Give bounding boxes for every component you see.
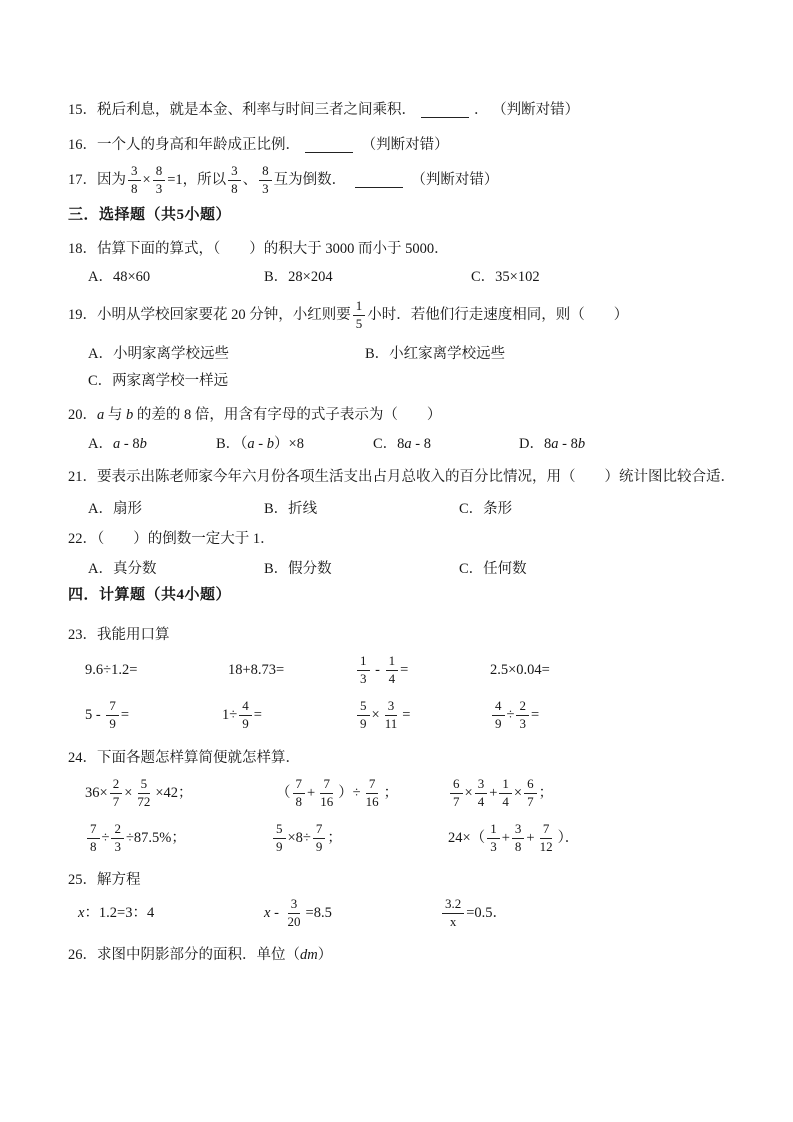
q23-expression-4 <box>490 650 550 690</box>
fraction-numerator: 3 <box>228 163 241 180</box>
fraction <box>499 776 512 810</box>
variable: a <box>247 436 255 452</box>
formula-text: = <box>120 706 130 723</box>
fraction-denominator: 3 <box>360 670 367 686</box>
formula-text: （判断对错） <box>358 137 449 153</box>
formula-text: 互为倒数． <box>273 171 350 188</box>
formula-text: ； <box>327 829 342 846</box>
question-20-option-a <box>88 435 147 454</box>
fraction-numerator: 7 <box>293 776 306 793</box>
fraction-numerator: 6 <box>524 776 537 793</box>
fraction-numerator: 3 <box>385 698 398 715</box>
formula-text: =0.5． <box>466 904 508 921</box>
q23-expression-6 <box>222 695 262 735</box>
q24-expression-6 <box>448 818 579 858</box>
fraction <box>382 698 401 732</box>
question-20-option-c <box>373 435 431 454</box>
formula-text: 9.6÷1.2= <box>85 661 138 678</box>
question-19-option-c: C．两家离学校一样远 <box>88 373 229 389</box>
formula-text: 小时．若他们行走速度相同，则（ ） <box>367 306 629 323</box>
formula-text: ； <box>383 784 399 801</box>
fraction-denominator: 72 <box>137 793 151 809</box>
question-20-stem <box>68 406 441 425</box>
fraction-denominator: 7 <box>453 793 460 809</box>
fraction-denominator: 8 <box>231 180 238 196</box>
fraction <box>110 776 123 810</box>
fraction-numerator: 5 <box>357 698 370 715</box>
fraction-numerator: 7 <box>106 698 119 715</box>
formula-text: ：1.2=3：4 <box>84 904 155 921</box>
fraction-denominator: 9 <box>495 715 502 731</box>
variable: x <box>78 904 85 921</box>
fraction-numerator: 7 <box>87 821 100 838</box>
question-19-stem <box>68 295 628 335</box>
q24-expression-2 <box>276 773 398 813</box>
formula-text: 1÷ <box>222 706 238 723</box>
formula-text: 18+8.73= <box>228 661 285 678</box>
formula-text: ）． <box>557 829 580 846</box>
formula-text: - 8 <box>558 436 578 452</box>
question-17 <box>68 160 498 200</box>
fraction-numerator: 1 <box>499 776 512 793</box>
fraction-denominator: 4 <box>388 670 396 686</box>
q23-expression-8 <box>490 695 539 735</box>
question-20-option-d <box>519 435 585 454</box>
formula-text: = <box>530 706 540 723</box>
fraction <box>492 698 505 732</box>
fraction <box>128 163 141 197</box>
formula-text: ÷ <box>101 829 110 846</box>
formula-text: = <box>253 706 262 723</box>
variable: b <box>126 407 134 423</box>
fraction <box>273 821 286 855</box>
fraction <box>353 298 366 332</box>
variable: a <box>404 436 412 452</box>
formula-text: （判断对错） <box>407 171 499 188</box>
formula-text: × <box>371 706 380 723</box>
variable: a <box>97 407 105 423</box>
formula-text: 20． <box>68 407 97 423</box>
fraction-denominator: 16 <box>320 793 334 809</box>
formula-text: ×42； <box>155 784 193 801</box>
q25-equation-3 <box>440 893 507 933</box>
formula-text: + <box>501 829 510 846</box>
fraction <box>524 776 537 810</box>
fraction-numerator: 4 <box>239 698 252 715</box>
fraction-denominator: 8 <box>295 793 302 809</box>
fraction-numerator: 8 <box>153 163 166 180</box>
question-19-option-b: B．小红家离学校远些 <box>365 346 506 362</box>
fraction-numerator: 8 <box>259 163 272 180</box>
question-20-option-b <box>216 435 304 454</box>
fraction-denominator: 16 <box>365 793 379 809</box>
q24-expression-1 <box>85 773 193 813</box>
fraction-denominator: 3 <box>262 180 269 196</box>
formula-text: × <box>464 784 473 801</box>
formula-text: - <box>371 661 384 678</box>
fraction-numerator: 3 <box>475 776 488 793</box>
fraction <box>111 821 124 855</box>
fraction <box>134 776 153 810</box>
question-19-option-a: A．小明家离学校远些 <box>88 346 229 362</box>
formula-text: A． <box>88 436 113 452</box>
question-26-stem <box>68 946 332 965</box>
fraction-denominator: 3 <box>155 180 163 196</box>
fraction-denominator: 9 <box>276 838 283 854</box>
variable: a <box>112 436 121 452</box>
formula-text: ）×8 <box>274 436 304 452</box>
formula-text: - <box>254 436 267 452</box>
formula-text: =1，所以 <box>167 171 227 188</box>
fraction-numerator: 1 <box>487 821 500 838</box>
question-21-stem: 21．要表示出陈老师家今年六月份各项生活支出占月总收入的百分比情况，用（ ）统计图比较合适． <box>68 469 735 485</box>
fraction-denominator: 4 <box>477 793 485 809</box>
variable: b <box>266 436 275 452</box>
fraction <box>537 821 556 855</box>
q23-expression-1 <box>85 650 137 690</box>
answer-blank <box>421 117 469 118</box>
formula-text: D．8 <box>519 436 552 452</box>
fraction <box>516 698 529 732</box>
fraction <box>442 896 464 930</box>
q23-expression-2 <box>228 650 284 690</box>
fraction-denominator: 8 <box>514 838 522 854</box>
fraction-denominator: 7 <box>527 793 534 809</box>
fraction-denominator: 7 <box>112 793 120 809</box>
fraction-numerator: 3 <box>128 163 141 180</box>
fraction-numerator: 7 <box>313 821 326 838</box>
formula-text: + <box>489 784 498 801</box>
fraction-denominator: 9 <box>109 715 116 731</box>
fraction-denominator: 3 <box>490 838 497 854</box>
question-15 <box>68 101 579 120</box>
fraction <box>285 896 304 930</box>
formula-text: 5 - <box>85 706 105 723</box>
formula-text: ） <box>317 947 333 963</box>
fraction-numerator: 1 <box>353 298 366 315</box>
formula-text: 2.5×0.04= <box>490 661 550 678</box>
fraction-numerator: 2 <box>110 776 123 793</box>
question-22-option-c: C．任何数 <box>459 561 527 577</box>
fraction-numerator: 7 <box>540 821 553 838</box>
fraction-numerator: 3 <box>512 821 525 838</box>
fraction <box>363 776 382 810</box>
formula-text: 与 <box>104 407 126 423</box>
fraction-numerator: 7 <box>366 776 379 793</box>
formula-text: （ <box>276 784 291 801</box>
fraction-denominator: x <box>449 913 457 929</box>
q25-equation-2 <box>264 893 332 933</box>
formula-text: ． （判断对错） <box>474 102 580 118</box>
question-21-option-c: C．条形 <box>459 501 513 517</box>
section-heading-choice: 三．选择题（共5小题） <box>68 207 232 223</box>
q24-expression-5 <box>271 818 342 858</box>
variable: x <box>264 904 271 921</box>
fraction-numerator: 2 <box>111 821 124 838</box>
fraction-denominator: 9 <box>242 715 249 731</box>
formula-text: × <box>513 784 523 801</box>
fraction <box>357 653 370 687</box>
fraction <box>386 653 399 687</box>
fraction-denominator: 11 <box>384 715 398 731</box>
formula-text: =8.5 <box>305 904 332 921</box>
variable: b <box>139 436 147 452</box>
formula-text: 16．一个人的身高和年龄成正比例． <box>68 137 300 153</box>
fraction <box>293 776 306 810</box>
fraction <box>475 776 488 810</box>
fraction-denominator: 20 <box>287 913 301 929</box>
formula-text: ×8÷ <box>287 829 311 846</box>
question-18-option-b: B．28×204 <box>264 269 333 285</box>
fraction <box>87 821 100 855</box>
formula-text: ÷87.5%； <box>125 829 186 846</box>
fraction <box>512 821 525 855</box>
fraction-denominator: 5 <box>355 315 363 331</box>
question-18-option-a: A．48×60 <box>88 269 151 285</box>
fraction-denominator: 9 <box>315 838 323 854</box>
formula-text: - 8 <box>411 436 432 452</box>
question-18-stem: 18．估算下面的算式，（ ）的积大于 3000 而小于 5000． <box>68 241 449 257</box>
fraction-numerator: 3.2 <box>442 896 464 913</box>
formula-text: - 8 <box>120 436 140 452</box>
fraction-numerator: 5 <box>273 821 286 838</box>
fraction-denominator: 12 <box>539 838 553 854</box>
variable: b <box>577 436 586 452</box>
formula-text: - <box>270 904 283 921</box>
q23-expression-3 <box>355 650 408 690</box>
fraction-numerator: 5 <box>138 776 151 793</box>
fraction <box>357 698 370 732</box>
q24-expression-3 <box>448 773 553 813</box>
question-16 <box>68 136 449 155</box>
fraction <box>317 776 336 810</box>
formula-text: 、 <box>242 171 258 188</box>
answer-blank <box>305 152 353 153</box>
formula-text: × <box>124 784 133 801</box>
question-23-stem: 23．我能用口算 <box>68 627 170 643</box>
formula-text: 36× <box>85 784 108 801</box>
fraction-numerator: 6 <box>450 776 463 793</box>
formula-text: 15．税后利息，就是本金、利率与时间三者之间乘积． <box>68 102 416 118</box>
fraction <box>106 698 119 732</box>
formula-text: 26．求图中阴影部分的面积．单位（ <box>68 947 300 963</box>
fraction <box>153 163 166 197</box>
q23-expression-5 <box>85 695 129 735</box>
question-18-option-c: C．35×102 <box>471 269 540 285</box>
fraction-numerator: 3 <box>288 896 301 913</box>
formula-text: = <box>402 706 411 723</box>
section-heading-calc: 四．计算题（共4小题） <box>68 587 232 603</box>
fraction-denominator: 8 <box>90 838 97 854</box>
formula-text: × <box>142 171 151 188</box>
question-25-stem: 25．解方程 <box>68 872 141 888</box>
formula-text: ÷ <box>506 706 515 723</box>
formula-text: ）÷ <box>338 784 361 801</box>
fraction-denominator: 8 <box>131 180 138 196</box>
fraction <box>239 698 252 732</box>
question-24-stem: 24．下面各题怎样算简便就怎样算． <box>68 750 300 766</box>
formula-text: B．（ <box>216 436 248 452</box>
fraction-numerator: 7 <box>320 776 333 793</box>
fraction-numerator: 2 <box>516 698 529 715</box>
question-22-option-b: B．假分数 <box>264 561 332 577</box>
formula-text: + <box>526 829 535 846</box>
fraction-denominator: 3 <box>519 715 526 731</box>
fraction <box>228 163 241 197</box>
formula-text: + <box>307 784 316 801</box>
fraction <box>487 821 500 855</box>
formula-text: 24×（ <box>448 829 486 846</box>
variable: dm <box>300 947 318 963</box>
answer-blank <box>355 187 403 188</box>
fraction <box>450 776 463 810</box>
question-22-stem: 22．（ ）的倒数一定大于 1． <box>68 531 275 547</box>
q25-equation-1 <box>78 893 154 933</box>
fraction-denominator: 4 <box>502 793 509 809</box>
q23-expression-7 <box>355 695 410 735</box>
formula-text: ； <box>538 784 554 801</box>
fraction-numerator: 4 <box>492 698 505 715</box>
question-22-option-a: A．真分数 <box>88 561 157 577</box>
formula-text: C．8 <box>373 436 405 452</box>
formula-text: 17．因为 <box>68 171 126 188</box>
question-21-option-a: A．扇形 <box>88 501 142 517</box>
fraction <box>259 163 272 197</box>
fraction-numerator: 1 <box>386 653 399 670</box>
formula-text: 的差的 8 倍，用含有字母的式子表示为（ ） <box>133 407 442 423</box>
q24-expression-4 <box>85 818 186 858</box>
formula-text: = <box>400 661 409 678</box>
fraction <box>313 821 326 855</box>
question-21-option-b: B．折线 <box>264 501 318 517</box>
fraction-numerator: 1 <box>357 653 370 670</box>
fraction-denominator: 3 <box>114 838 121 854</box>
variable: a <box>551 436 559 452</box>
formula-text: 19．小明从学校回家要花 20 分钟，小红则要 <box>68 306 351 323</box>
fraction-denominator: 9 <box>360 715 367 731</box>
